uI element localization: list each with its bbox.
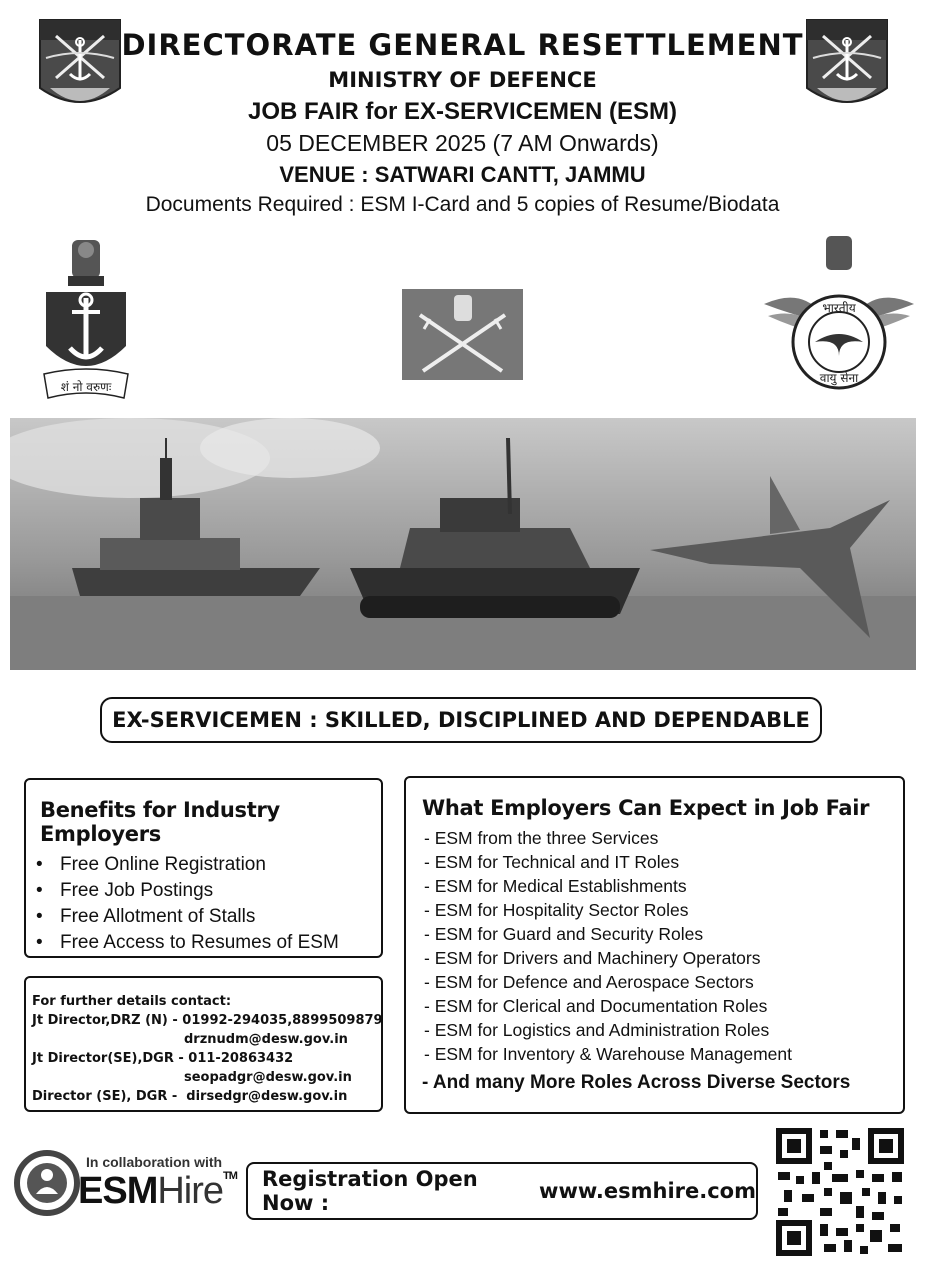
list-item: - ESM for Hospitality Sector Roles: [424, 900, 689, 920]
air-force-crest-icon: [760, 234, 918, 410]
contact-line: Jt Director(SE),DGR - 011-20863432: [32, 1051, 294, 1066]
qr-code-icon[interactable]: [774, 1126, 906, 1258]
org-title: DIRECTORATE GENERAL RESETTLEMENT: [121, 28, 804, 62]
contact-email[interactable]: seopadgr@desw.gov.in: [184, 1070, 352, 1085]
list-item: - ESM from the three Services: [424, 828, 659, 848]
svg-text:शं नो वरुणः: शं नो वरुणः: [60, 380, 112, 394]
list-item: • Free Allotment of Stalls: [60, 904, 381, 930]
list-item: • Free Job Postings: [60, 878, 381, 904]
list-item: - ESM for Technical and IT Roles: [424, 852, 680, 872]
esmhire-brand: [78, 1170, 237, 1213]
svg-text:भारतीय: भारतीय: [822, 301, 856, 315]
army-crest-icon: [402, 289, 523, 380]
brand-tm: TM: [223, 1170, 237, 1182]
event-title: JOB FAIR for EX-SERVICEMEN (ESM): [248, 98, 677, 125]
list-item: • Free Online Registration: [60, 852, 381, 878]
list-item: - ESM for Drivers and Machinery Operators: [424, 948, 761, 968]
list-item: - ESM for Clerical and Documentation Roles: [424, 996, 768, 1016]
tri-services-crest-icon: [36, 18, 124, 116]
benefits-title: Benefits for Industry Employers: [40, 798, 280, 846]
contact-email[interactable]: drznudm@desw.gov.in: [184, 1032, 348, 1047]
svg-text:वायु सेना: वायु सेना: [819, 371, 859, 385]
brand-esm: ESM: [78, 1170, 158, 1212]
contact-heading: For further details contact:: [32, 994, 232, 1009]
defence-banner-image: [10, 418, 916, 670]
list-item: - ESM for Defence and Aerospace Sectors: [424, 972, 754, 992]
collab-label: In collaboration with: [86, 1154, 223, 1170]
list-item: - ESM for Logistics and Administration Roles: [424, 1020, 770, 1040]
contact-line: Jt Director,DRZ (N) - 01992-294035,8899509879: [32, 1013, 383, 1028]
tri-services-crest-icon: [803, 18, 891, 116]
list-item: - ESM for Medical Establishments: [424, 876, 687, 896]
event-date: 05 DECEMBER 2025 (7 AM Onwards): [266, 130, 659, 156]
list-item: - ESM for Inventory & Warehouse Management: [424, 1044, 792, 1064]
event-venue: VENUE : SATWARI CANTT, JAMMU: [279, 162, 646, 187]
contact-line: Director (SE), DGR - dirsedgr@desw.gov.in: [32, 1089, 348, 1104]
documents-required: Documents Required : ESM I-Card and 5 copies of Resume/Biodata: [145, 193, 780, 216]
expectations-box: [404, 776, 905, 1114]
registration-label: Registration Open Now :: [262, 1167, 478, 1215]
expectations-title: What Employers Can Expect in Job Fair: [422, 796, 870, 820]
registration-link[interactable]: www.esmhire.com: [539, 1179, 756, 1203]
brand-hire: Hire: [157, 1170, 224, 1212]
list-item: - ESM for Guard and Security Roles: [424, 924, 704, 944]
ministry-title: MINISTRY OF DEFENCE: [328, 68, 597, 92]
more-roles-text: - And many More Roles Across Diverse Sectors: [422, 1072, 851, 1093]
contact-box: [24, 976, 383, 1112]
navy-crest-icon: [40, 236, 132, 406]
esmhire-logo-icon: [14, 1150, 80, 1216]
tagline-banner: EX-SERVICEMEN : SKILLED, DISCIPLINED AND DEPENDABLE: [100, 697, 822, 743]
benefits-box: [24, 778, 383, 958]
registration-box: [246, 1162, 758, 1220]
list-item: • Free Access to Resumes of ESM: [60, 930, 381, 956]
expectations-list: [406, 826, 903, 1066]
benefits-list: [26, 852, 381, 956]
